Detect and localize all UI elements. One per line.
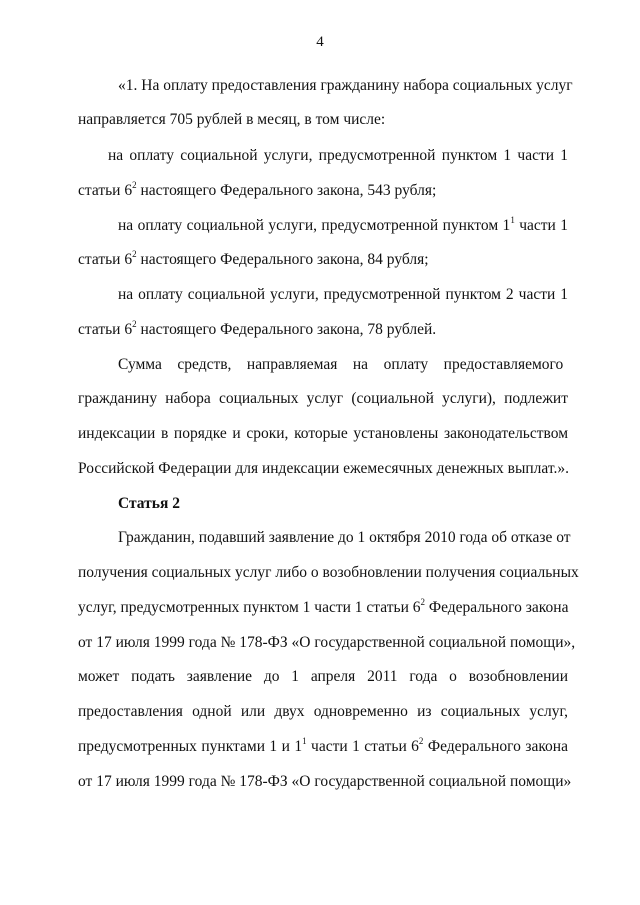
text-line: индексации в порядке и сроки, которые установлены законодательством: [78, 425, 568, 442]
text-line: предоставления одной или двух одновременно из социальных услуг,: [78, 703, 568, 720]
text-line: может подать заявление до 1 апреля 2011 года о возобновлении: [78, 668, 568, 685]
text-line: от 17 июля 1999 года № 178-ФЗ «О государственной социальной помощи»: [78, 773, 572, 790]
text-line: Гражданин, подавший заявление до 1 октября 2010 года об отказе от: [118, 529, 571, 546]
text-line: статьи $6^2$ настоящего Федерального закона, 84 рубля;: [78, 249, 429, 268]
text-line: статьи $6^2$ настоящего Федерального закона, 78 рублей.: [78, 319, 437, 338]
superscript: 1: [510, 215, 515, 225]
superscript: 2: [132, 180, 137, 190]
text-line: услуг, предусмотренных пунктом 1 части 1 статьи $6^2$ Федерального закона: [78, 597, 569, 616]
text-line: получения социальных услуг либо о возобновлении получения социальных: [78, 564, 579, 581]
text-line: направляется 705 рублей в месяц, в том числе:: [78, 111, 386, 128]
text-line: Сумма средств, направляемая на оплату предоставляемого: [118, 356, 564, 373]
superscript: 2: [132, 249, 137, 259]
superscript: 2: [418, 736, 424, 746]
superscript: 1: [302, 736, 307, 746]
text-line: от 17 июля 1999 года № 178-ФЗ «О государственной социальной помощи»,: [78, 634, 576, 651]
text-line: на оплату социальной услуги, предусмотренной пунктом 2 части 1: [118, 286, 568, 303]
superscript: 2: [132, 319, 137, 329]
article-heading: Статья 2: [118, 495, 180, 512]
text-line: предусмотренных пунктами 1 и $1^1$ части 1 статьи $6^2$ Федерального закона: [78, 736, 568, 755]
superscript: 2: [420, 597, 425, 607]
page-number: 4: [316, 34, 324, 50]
text-line: статьи $6^2$ настоящего Федерального закона, 543 рубля;: [78, 180, 437, 199]
text-line: на оплату социальной услуги, предусмотренной пунктом 1 части 1: [108, 147, 568, 164]
text-line: Российской Федерации для индексации ежемесячных денежных выплат.».: [78, 460, 569, 477]
text-line: на оплату социальной услуги, предусмотренной пунктом $1^1$ части 1: [118, 215, 569, 234]
text-line: «1. На оплату предоставления гражданину набора социальных услуг: [118, 77, 573, 94]
text-line: гражданину набора социальных услуг (социальной услуги), подлежит: [78, 390, 568, 407]
